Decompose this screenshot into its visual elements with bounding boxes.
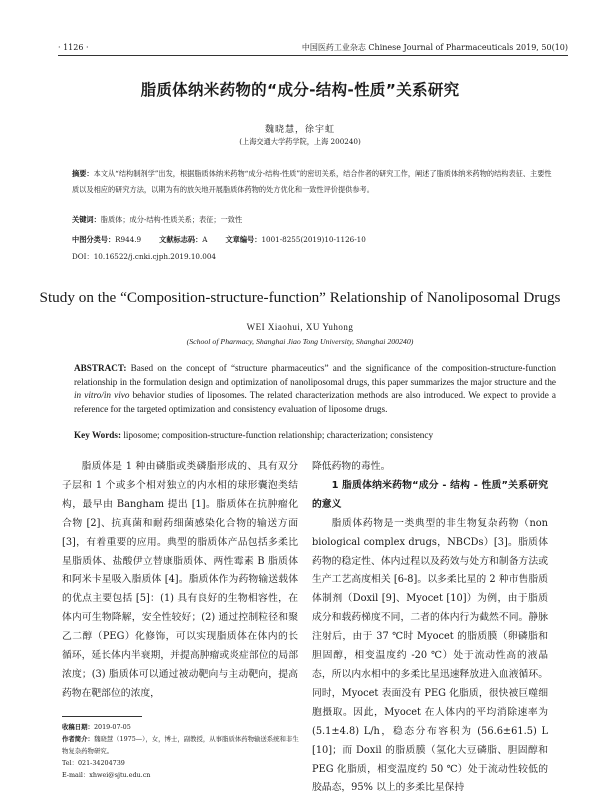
doi-label: DOI： [72, 252, 94, 261]
english-abstract-label: ABSTRACT: [74, 363, 127, 373]
doc-code-value: A [202, 235, 208, 244]
chinese-authors: 魏晓慧，徐宇虹 [264, 125, 335, 135]
chinese-keywords [72, 215, 242, 225]
english-affiliation: (School of Pharmacy, Shanghai Jiao Tong University, Shanghai 200240) [186, 337, 414, 346]
body-left-column [62, 458, 298, 704]
chinese-title: 脂质体纳米药物的“成分-结构-性质”关系研究 [140, 81, 460, 99]
english-abstract-part-1: Based on the concept of “structure pharmaceutics” and the significance of the composition-structure-function relationship in the formulation design and optimization of nanoliposomal drugs, this paper summarizes the major structure and the [74, 363, 557, 387]
doi-line [72, 252, 216, 262]
keywords-label: 关键词： [72, 215, 101, 224]
abstract-text: 本文从“结构制剂学”出发，根据脂质体纳米药物“成分-结构-性质”的密切关系，结合作者的研究工作，阐述了脂质体纳米药物的结构表征、主要性质以及相应的研究方法，以期为有的放矢地开展脂质体药物的处方优化和一致性评价提供参考。 [72, 169, 552, 194]
body-right-column [312, 458, 548, 798]
footnote [62, 721, 302, 781]
intro-paragraph: 脂质体是 1 种由磷脂或类磷脂形成的、具有双分子层和 1 个或多个相对独立的内水相的球形囊泡类结构，最早由 Bangham 提出 [1]。脂质体在抗肿瘤化合物 [2]、抗真菌和耐药细菌感染化合物的输送方面 [3]，有着重要的应用。典型的脂质体产品包括多柔比星脂质体、盐酸伊立替康脂质体、两性霉素 B 脂质体和阿米卡星吸入脂质体 [4]。脂质体作为药物输送载体的优点主要包括 [5]：(1) 具有良好的生物相容性，在体内可生物降解，安全性较好；(2) 通过控制粒径和聚乙二醇（PEG）化修饰，可以实现脂质体在体内的长循环，延长体内半衰期，并提高肿瘤或炎症部位的局部浓度；(3) 脂质体可以通过被动靶向与主动靶向，提高药物在靶部位的浓度， [62, 461, 298, 699]
article-number-label: 文章编号： [225, 235, 262, 244]
footnote-rule [62, 716, 142, 717]
doc-code-label: 文献标志码： [159, 235, 203, 244]
keywords-text: 脂质体；成分-结构-性质关系；表征；一致性 [100, 215, 243, 224]
english-title: Study on the “Composition-structure-function” Relationship of Nanoliposomal Drugs [39, 289, 561, 306]
continued-text: 降低药物的毒性。 [312, 461, 391, 472]
chinese-abstract [72, 166, 554, 198]
english-keywords-label: Key Words: [74, 430, 122, 440]
doi-value: 10.16522/j.cnki.cjph.2019.10.004 [93, 252, 217, 261]
class-value: R944.9 [115, 235, 142, 244]
english-abstract-part-2: behavior studies of liposomes. The related characterization methods are also introduced. We expect to provide a reference for the targeted optimization and consistency evaluation of liposome drugs. [74, 390, 556, 414]
classification-line [72, 235, 366, 245]
email: E-mail：xhwei@sjtu.edu.cn [62, 771, 151, 779]
running-header [58, 40, 568, 54]
abstract-label: 摘要： [72, 169, 94, 178]
article-number-value: 1001-8255(2019)10-1126-10 [261, 235, 366, 244]
header-rule [58, 55, 568, 56]
page-number: · 1126 · [58, 42, 89, 52]
telephone: Tel：021-34204739 [62, 759, 125, 767]
english-keywords [74, 430, 556, 440]
english-abstract-italic: in vitro/in vivo [74, 390, 130, 400]
english-abstract [74, 362, 556, 416]
received-date: 收稿日期：2019-07-05 [62, 723, 131, 731]
chinese-affiliation: (上海交通大学药学院，上海 200240) [239, 137, 361, 146]
journal-name: 中国医药工业杂志 Chinese Journal of Pharmaceuticals 2019, 50(10) [301, 42, 568, 52]
class-label: 中图分类号： [72, 235, 116, 244]
section-paragraph: 脂质体药物是一类典型的非生物复杂药物（non biological complex drugs，NBCDs）[3]。脂质体药物的稳定性、体内过程以及药效与处方和制备方法或生产工艺高度相关 [6-8]。以多柔比星的 2 种市售脂质体制剂（Doxil [9]、Myocet [10]）为例，由于脂质成分和载药梯度不同，二者的体内行为截然不同。静脉注射后，由于 37 ℃时 Myocet 的脂质膜（卵磷脂和胆固醇，相变温度约 -20 ℃）处于流动性高的液晶态，所以内水相中的多柔比星迅速释放进入血液循环。同时，Myocet 表面没有 PEG 化脂质，很快被巨噬细胞摄取。因此，Myocet 在人体内的平均消除速率为 (5.1±4.8) L/h，稳态分布容积为 (56.6±61.5) L [10]；而 Doxil 的脂质膜（氢化大豆磷脂、胆固醇和 PEG 化脂质，相变温度约 50 ℃）处于流动性较低的胶晶态，95% 以上的多柔比星保持 [312, 517, 548, 794]
section-heading: 1 脂质体纳米药物“成分 - 结构 - 性质”关系研究的意义 [312, 479, 548, 510]
english-authors: WEI Xiaohui, XU Yuhong [246, 322, 354, 332]
english-keywords-text: liposome; composition-structure-function relationship; characterization; consistency [123, 430, 434, 440]
author-bio: 作者简介：魏晓慧（1975—），女，博士，副教授，从事脂质体药物输送系统和非生物复杂药物研究。 [62, 735, 299, 755]
